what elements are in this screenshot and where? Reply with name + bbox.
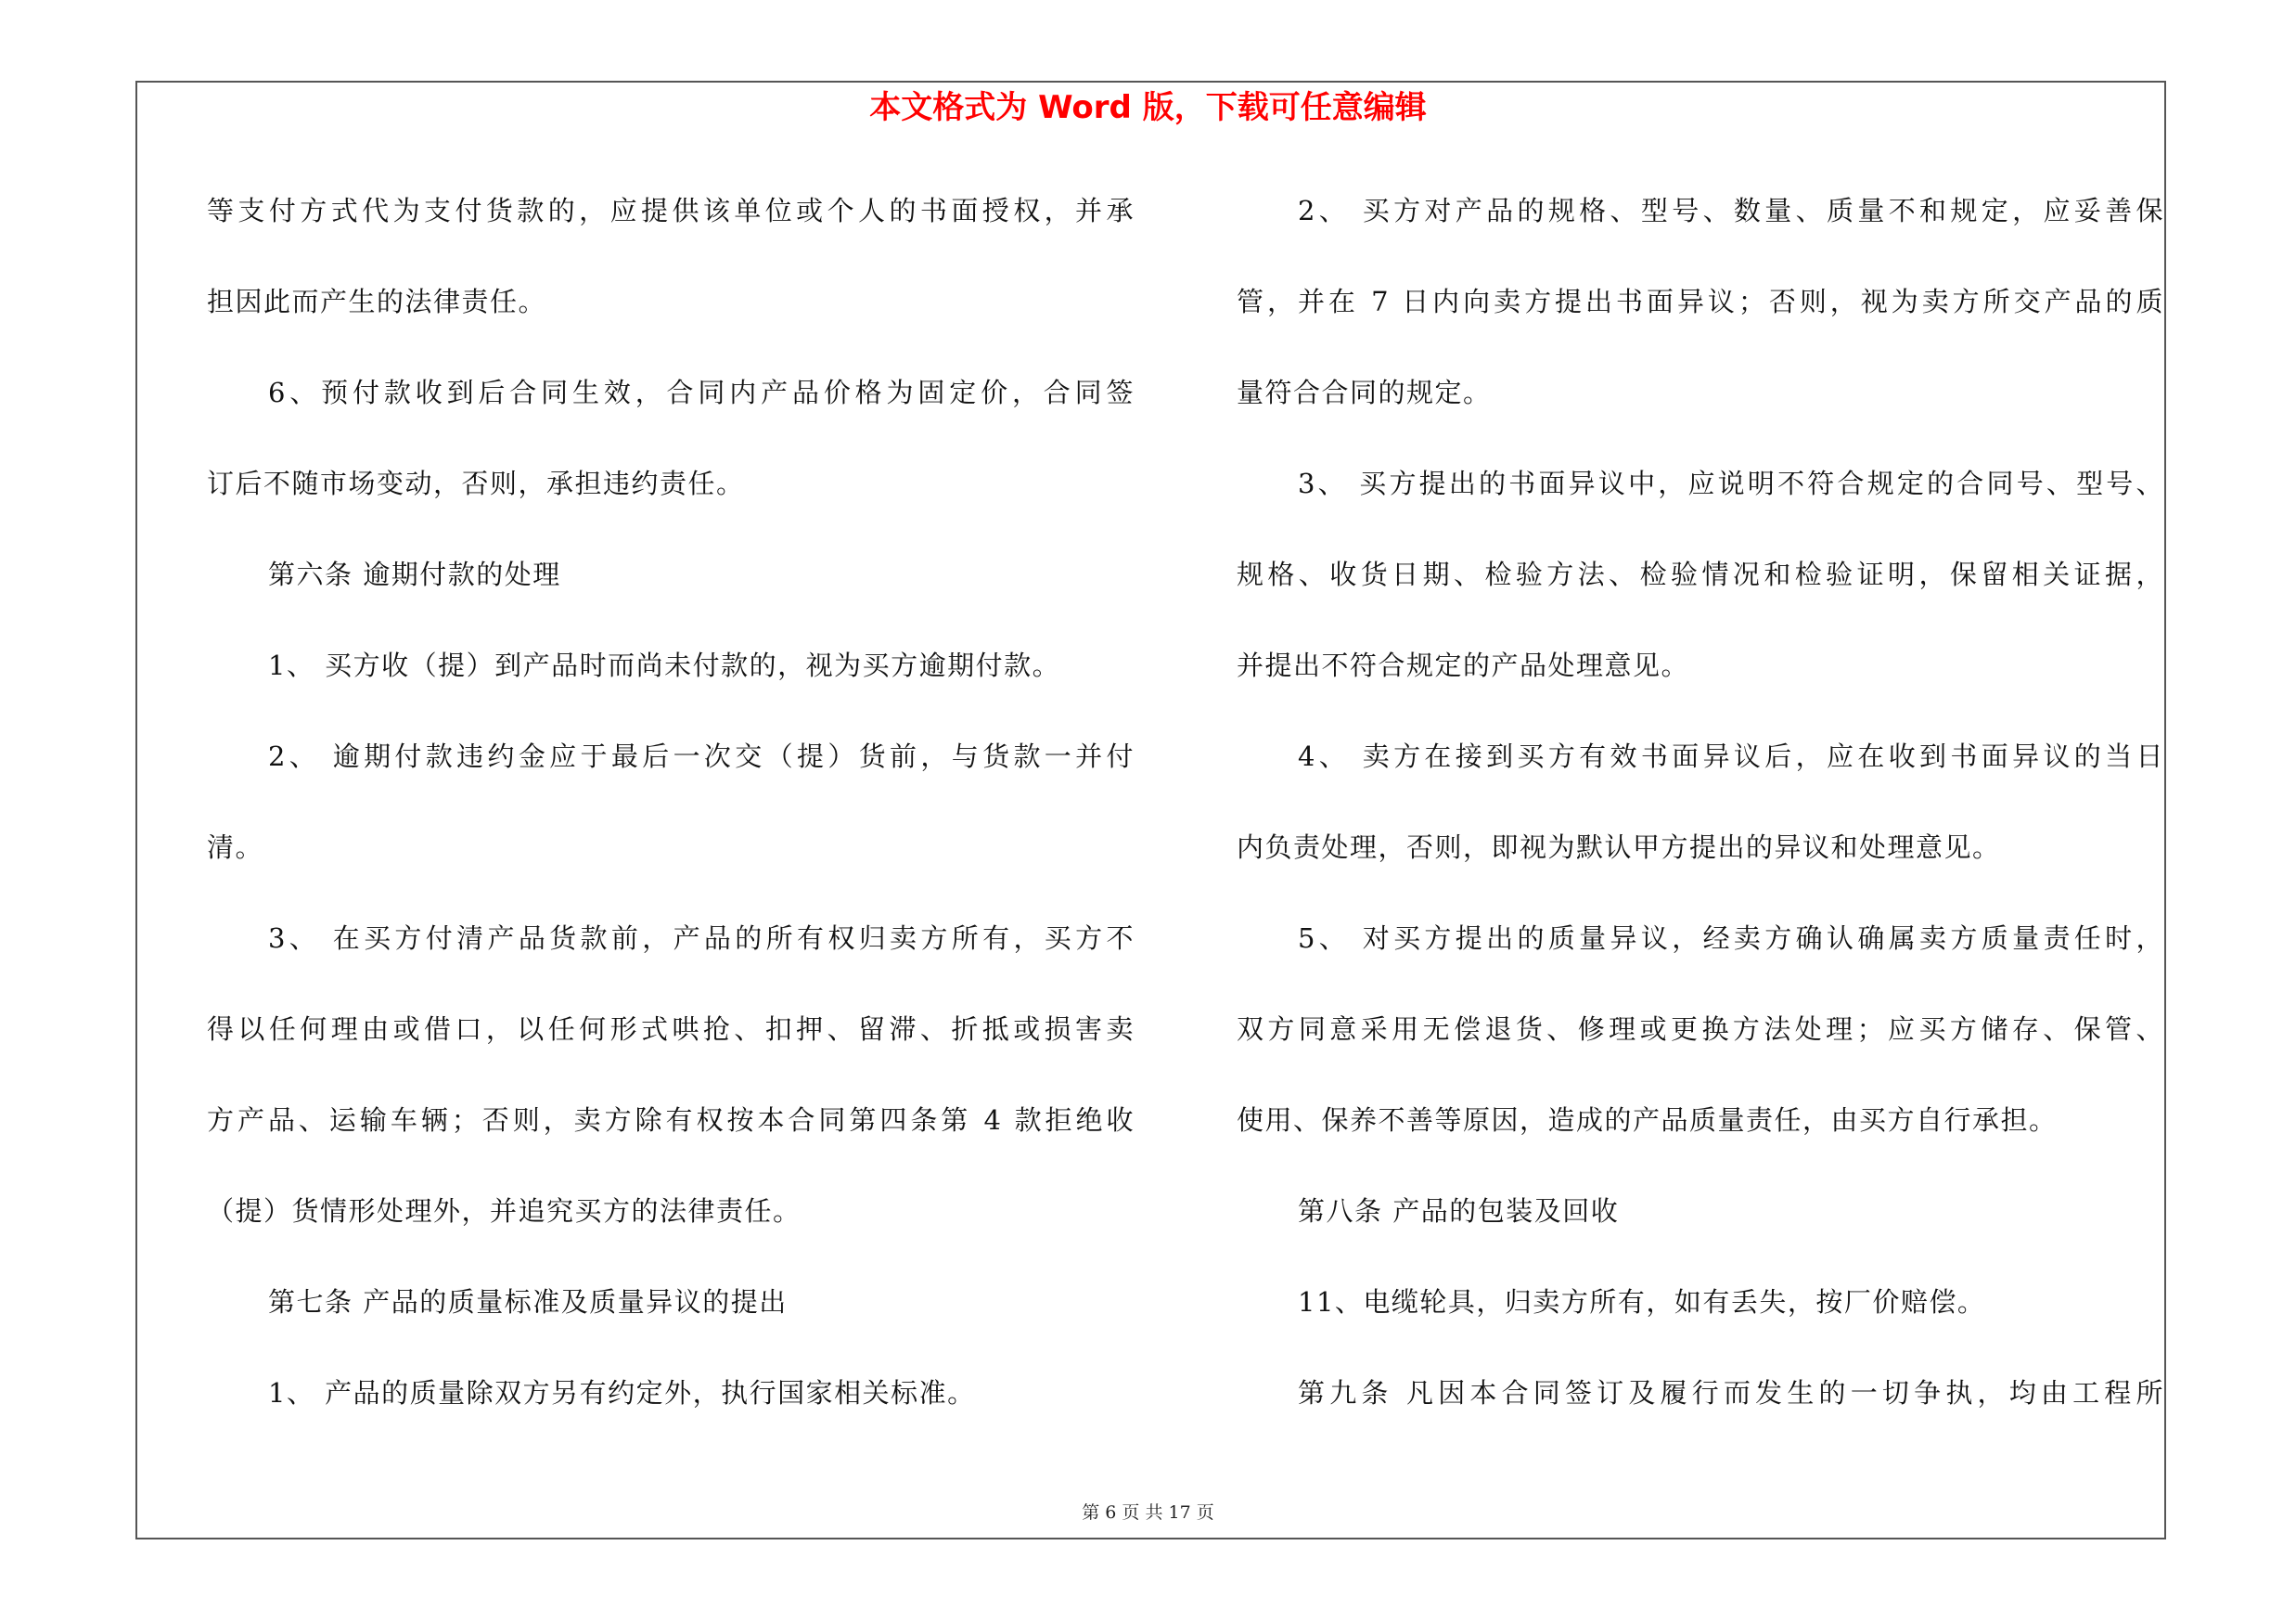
text-line: 6、预付款收到后合同生效，合同内产品价格为固定价，合同签	[268, 377, 1135, 408]
page-number-footer: 第 6 页 共 17 页	[1082, 1502, 1214, 1523]
text-line: 3、 在买方付清产品货款前，产品的所有权归卖方所有，买方不	[268, 922, 1135, 954]
text-line: 内负责处理，否则，即视为默认甲方提出的异议和处理意见。	[1237, 831, 2001, 863]
left-column	[207, 165, 1135, 1438]
text-line: 11、电缆轮具，归卖方所有，如有丢失，按厂价赔偿。	[1298, 1286, 1986, 1318]
section-heading: 第九条 凡因本合同签订及履行而发生的一切争执，均由工程所	[1298, 1377, 2164, 1409]
text-line: 2、 逾期付款违约金应于最后一次交（提）货前，与货款一并付	[268, 741, 1135, 772]
text-line: 等支付方式代为支付货款的，应提供该单位或个人的书面授权，并承	[207, 195, 1135, 226]
format-notice: 本文格式为 Word 版，下载可任意编辑	[869, 89, 1427, 126]
text-line: （提）货情形处理外，并追究买方的法律责任。	[207, 1195, 802, 1227]
text-line: 5、 对买方提出的质量异议，经卖方确认确属卖方质量责任时，	[1298, 922, 2164, 954]
text-line: 并提出不符合规定的产品处理意见。	[1237, 650, 1690, 681]
right-column	[1237, 165, 2164, 1438]
text-line: 得以任何理由或借口，以任何形式哄抢、扣押、留滞、折抵或损害卖	[207, 1013, 1135, 1045]
text-line: 管，并在 7 日内向卖方提出书面异议；否则，视为卖方所交产品的质	[1237, 286, 2164, 317]
text-line: 4、 卖方在接到买方有效书面异议后，应在收到书面异议的当日	[1298, 741, 2164, 772]
text-line: 清。	[207, 831, 264, 863]
text-line: 1、 产品的质量除双方另有约定外，执行国家相关标准。	[268, 1377, 976, 1409]
text-line: 订后不随市场变动，否则，承担违约责任。	[207, 468, 745, 499]
section-heading: 第八条 产品的包装及回收	[1298, 1195, 1620, 1227]
text-line: 1、 买方收（提）到产品时而尚未付款的，视为买方逾期付款。	[268, 650, 1061, 681]
text-line: 担因此而产生的法律责任。	[207, 286, 547, 317]
text-line: 2、 买方对产品的规格、型号、数量、质量不和规定，应妥善保	[1298, 195, 2164, 226]
text-line: 方产品、运输车辆；否则，卖方除有权按本合同第四条第 4 款拒绝收	[207, 1104, 1135, 1136]
text-line: 量符合合同的规定。	[1237, 377, 1492, 408]
text-line: 使用、保养不善等原因，造成的产品质量责任，由买方自行承担。	[1237, 1104, 2058, 1136]
section-heading: 第六条 逾期付款的处理	[268, 559, 561, 590]
text-line: 双方同意采用无偿退货、修理或更换方法处理；应买方储存、保管、	[1237, 1013, 2164, 1045]
text-line: 3、 买方提出的书面异议中，应说明不符合规定的合同号、型号、	[1298, 468, 2164, 499]
text-line: 规格、收货日期、检验方法、检验情况和检验证明，保留相关证据，	[1237, 559, 2164, 590]
section-heading: 第七条 产品的质量标准及质量异议的提出	[268, 1286, 788, 1318]
